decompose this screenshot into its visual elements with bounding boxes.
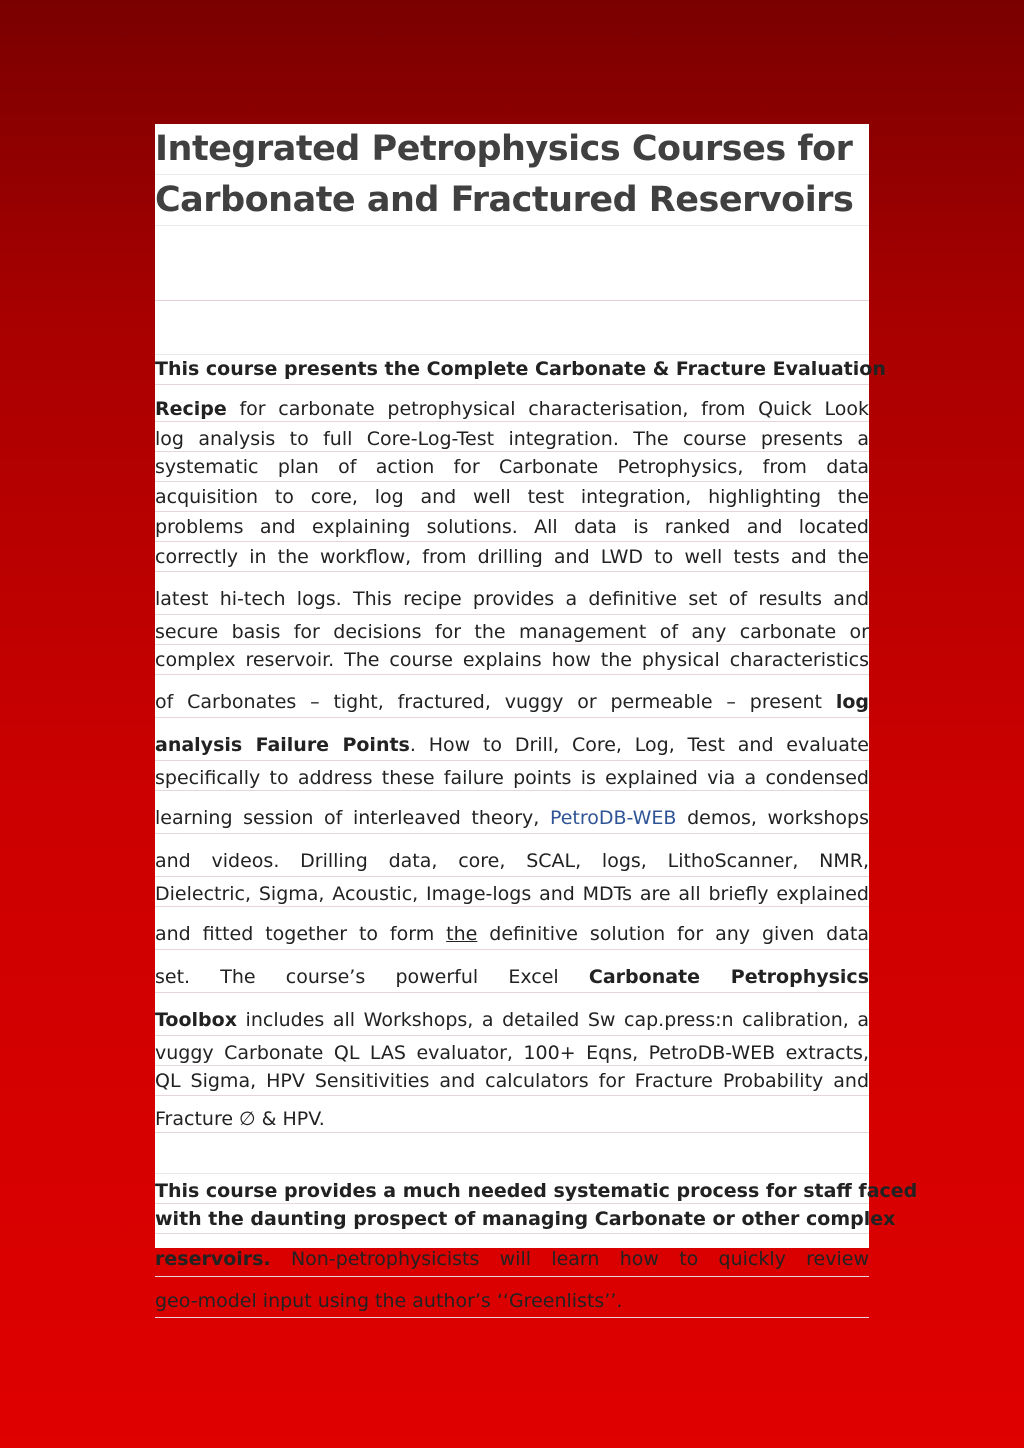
- text-line: specifically to address these failure points is explained via a condensed: [155, 761, 869, 791]
- bold-term: Toolbox: [155, 1009, 237, 1031]
- document-page: [155, 124, 918, 1312]
- text-line: problems and explaining solutions. All data is ranked and located: [155, 512, 869, 542]
- text-run: set. The course’s powerful Excel: [155, 966, 559, 988]
- bold-term: reservoirs.: [155, 1248, 271, 1270]
- text-line: This course presents the Complete Carbonate & Fracture Evaluation: [155, 355, 869, 385]
- text-line: [155, 791, 869, 834]
- text-run: . How to Drill, Core, Log, Test and evaluate: [409, 734, 869, 756]
- text-line: and videos. Drilling data, core, SCAL, logs, LithoScanner, NMR,: [155, 834, 869, 877]
- text-line: vuggy Carbonate QL LAS evaluator, 100+ Eqns, PetroDB-WEB extracts,: [155, 1036, 869, 1066]
- text-run: definitive solution for any given data: [489, 923, 869, 945]
- text-line: complex reservoir. The course explains how the physical characteristics: [155, 645, 869, 675]
- text-line: acquisition to core, log and well test integration, highlighting the: [155, 482, 869, 512]
- text-line: secure basis for decisions for the management of any carbonate or: [155, 615, 869, 645]
- petrodb-web-link[interactable]: PetroDB-WEB: [549, 807, 677, 829]
- text-line: QL Sigma, HPV Sensitivities and calculators for Fracture Probability and: [155, 1066, 869, 1096]
- text-line: Fracture ∅ & HPV.: [155, 1096, 869, 1133]
- title-divider: [155, 226, 869, 301]
- text-run: Non-petrophysicists will learn how to quickly review: [290, 1248, 869, 1270]
- course-summary-paragraph: [155, 1174, 918, 1318]
- text-line: with the daunting prospect of managing Carbonate or other complex: [155, 1204, 869, 1234]
- underlined-word: the: [446, 923, 478, 945]
- text-run: of Carbonates – tight, fractured, vuggy or permeable – present: [155, 691, 822, 713]
- text-line: latest hi-tech logs. This recipe provides a definitive set of results and: [155, 572, 869, 615]
- text-line: systematic plan of action for Carbonate Petrophysics, from data: [155, 452, 869, 482]
- blank-line: [155, 1133, 869, 1174]
- bold-term: analysis Failure Points: [155, 734, 410, 756]
- bold-term: Carbonate Petrophysics: [588, 966, 870, 988]
- text-line: [155, 718, 869, 761]
- text-line: [155, 1234, 869, 1277]
- text-run: learning session of interleaved theory,: [155, 807, 540, 829]
- text-line: log analysis to full Core-Log-Test integration. The course presents a: [155, 422, 869, 452]
- document-title: [155, 124, 869, 226]
- text-line: [155, 950, 869, 993]
- text-run: includes all Workshops, a detailed Sw cap.press:n calibration, a: [245, 1009, 869, 1031]
- title-line: Integrated Petrophysics Courses for: [155, 124, 869, 175]
- title-line: Carbonate and Fractured Reservoirs: [155, 175, 869, 226]
- course-description-paragraph: [155, 355, 886, 1133]
- text-line: This course provides a much needed systematic process for staff faced: [155, 1174, 869, 1204]
- text-run: for carbonate petrophysical characterisation, from Quick Look: [239, 398, 869, 420]
- text-line: geo-model input using the author’s ‘‘Greenlists’’.: [155, 1277, 869, 1318]
- text-run: demos, workshops: [687, 807, 870, 829]
- text-line: correctly in the workflow, from drilling and LWD to well tests and the: [155, 542, 869, 572]
- bold-term: log: [835, 691, 869, 713]
- text-run: and fitted together to form: [155, 923, 435, 945]
- bold-term: Recipe: [155, 398, 227, 420]
- text-line: [155, 675, 869, 718]
- text-line: [155, 907, 869, 950]
- text-line: Dielectric, Sigma, Acoustic, Image-logs and MDTs are all briefly explained: [155, 877, 869, 907]
- blank-line: [155, 301, 869, 355]
- text-line: [155, 385, 869, 422]
- text-line: [155, 993, 869, 1036]
